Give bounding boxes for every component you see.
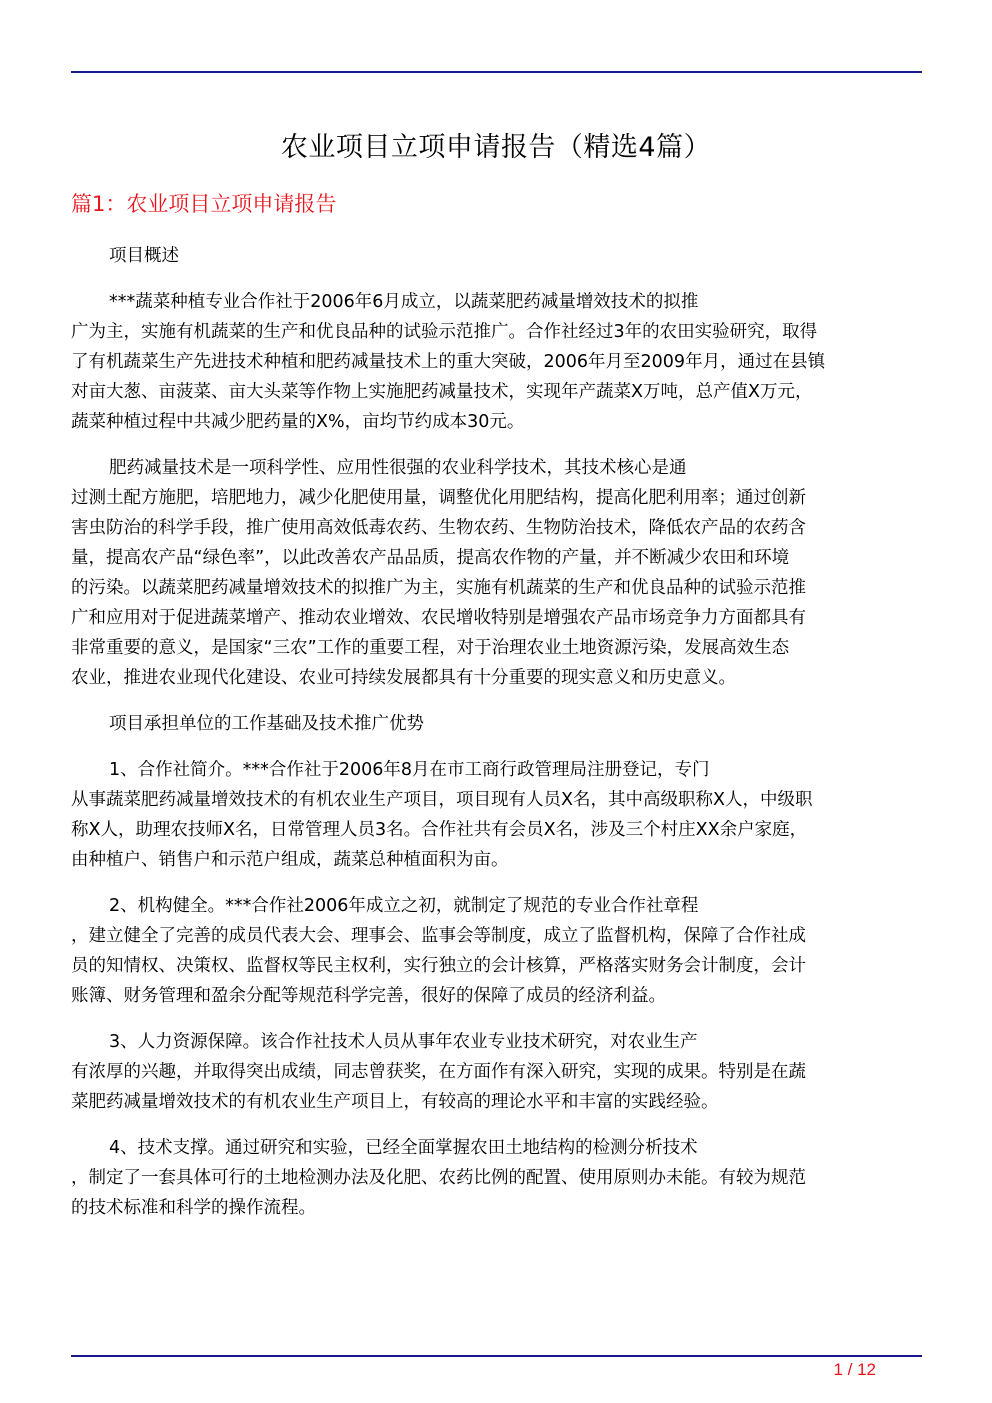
paragraph-line: 广和应用对于促进蔬菜增产、推动农业增效、农民增收特别是增强农产品市场竞争力方面都具有 <box>71 608 806 628</box>
footer-rule <box>71 1355 922 1357</box>
paragraph-line: 3、人力资源保障。该合作社技术人员从事年农业专业技术研究，对农业生产 <box>109 1032 698 1052</box>
header-rule <box>71 71 922 73</box>
paragraph-line: ，建立健全了完善的成员代表大会、理事会、监事会等制度，成立了监督机构，保障了合作社成 <box>71 926 806 946</box>
paragraph-line: 的污染。以蔬菜肥药减量增效技术的拟推广为主，实施有机蔬菜的生产和优良品种的试验示范推 <box>71 578 806 598</box>
paragraph-line: 1、合作社简介。***合作社于2006年8月在市工商行政管理局注册登记，专门 <box>109 760 710 780</box>
paragraph-line: 由种植户、销售户和示范户组成，蔬菜总种植面积为亩。 <box>71 850 509 870</box>
paragraph-line: ，制定了一套具体可行的土地检测办法及化肥、农药比例的配置、使用原则办未能。有较为规范 <box>71 1168 806 1188</box>
paragraph-line: 蔬菜种植过程中共减少肥药量的X%，亩均节约成本30元。 <box>71 412 525 432</box>
paragraph-human-resources <box>71 1027 922 1117</box>
paragraph-line: 有浓厚的兴趣，并取得突出成绩，同志曾获奖，在方面作有深入研究，实现的成果。特别是在蔬 <box>71 1062 806 1082</box>
paragraph-work-foundation-heading <box>71 709 922 739</box>
paragraph-line: 了有机蔬菜生产先进技术种植和肥药减量技术上的重大突破，2006年月至2009年月，通过在县镇 <box>71 352 826 372</box>
page-indicator: 1 / 12 <box>833 1360 876 1379</box>
paragraph-line: 肥药减量技术是一项科学性、应用性很强的农业科学技术，其技术核心是通 <box>109 458 687 478</box>
paragraph-line: 称X人，助理农技师X名，日常管理人员3名。合作社共有会员X名，涉及三个村庄XX余户家庭， <box>71 820 808 840</box>
paragraph-line: 量，提高农产品“绿色率”，以此改善农产品品质，提高农作物的产量，并不断减少农田和环境 <box>71 548 790 568</box>
paragraph-cooperative-intro <box>71 287 922 437</box>
paragraph-line: 非常重要的意义，是国家“三农”工作的重要工程，对于治理农业土地资源污染，发展高效生态 <box>71 638 790 658</box>
paragraph-line: 员的知情权、决策权、监督权等民主权利，实行独立的会计核算，严格落实财务会计制度，会计 <box>71 956 806 976</box>
paragraph-line: 项目概述 <box>109 246 179 266</box>
paragraph-line: 广为主，实施有机蔬菜的生产和优良品种的试验示范推广。合作社经过3年的农田实验研究，取得 <box>71 322 818 342</box>
paragraph-line: 过测土配方施肥，培肥地力，减少化肥使用量，调整优化用肥结构，提高化肥利用率；通过创新 <box>71 488 806 508</box>
paragraph-technical-support <box>71 1133 922 1223</box>
paragraph-line: 菜肥药减量增效技术的有机农业生产项目上，有较高的理论水平和丰富的实践经验。 <box>71 1092 719 1112</box>
paragraph-line: 从事蔬菜肥药减量增效技术的有机农业生产项目，项目现有人员X名，其中高级职称X人，中级职 <box>71 790 813 810</box>
paragraph-line: ***蔬菜种植专业合作社于2006年6月成立，以蔬菜肥药减量增效技术的拟推 <box>109 292 699 312</box>
paragraph-line: 害虫防治的科学手段，推广使用高效低毒农药、生物农药、生物防治技术，降低农产品的农药含 <box>71 518 806 538</box>
paragraph-line: 对亩大葱、亩菠菜、亩大头菜等作物上实施肥药减量技术，实现年产蔬菜X万吨，总产值X万元， <box>71 382 813 402</box>
paragraph-line: 4、技术支撑。通过研究和实验，已经全面掌握农田土地结构的检测分析技术 <box>109 1138 698 1158</box>
document-body <box>71 241 922 1239</box>
paragraph-line: 农业，推进农业现代化建设、农业可持续发展都具有十分重要的现实意义和历史意义。 <box>71 668 736 688</box>
paragraph-line: 的技术标准和科学的操作流程。 <box>71 1198 316 1218</box>
document-title: 农业项目立项申请报告（精选4篇） <box>280 132 712 163</box>
section-heading: 篇1：农业项目立项申请报告 <box>71 192 337 216</box>
paragraph-technology-significance <box>71 453 922 693</box>
paragraph-organization <box>71 891 922 1011</box>
paragraph-line: 项目承担单位的工作基础及技术推广优势 <box>109 714 424 734</box>
paragraph-project-overview-heading <box>71 241 922 271</box>
paragraph-line: 2、机构健全。***合作社2006年成立之初，就制定了规范的专业合作社章程 <box>109 896 699 916</box>
paragraph-cooperative-profile <box>71 755 922 875</box>
paragraph-line: 账簿、财务管理和盈余分配等规范科学完善，很好的保障了成员的经济利益。 <box>71 986 666 1006</box>
